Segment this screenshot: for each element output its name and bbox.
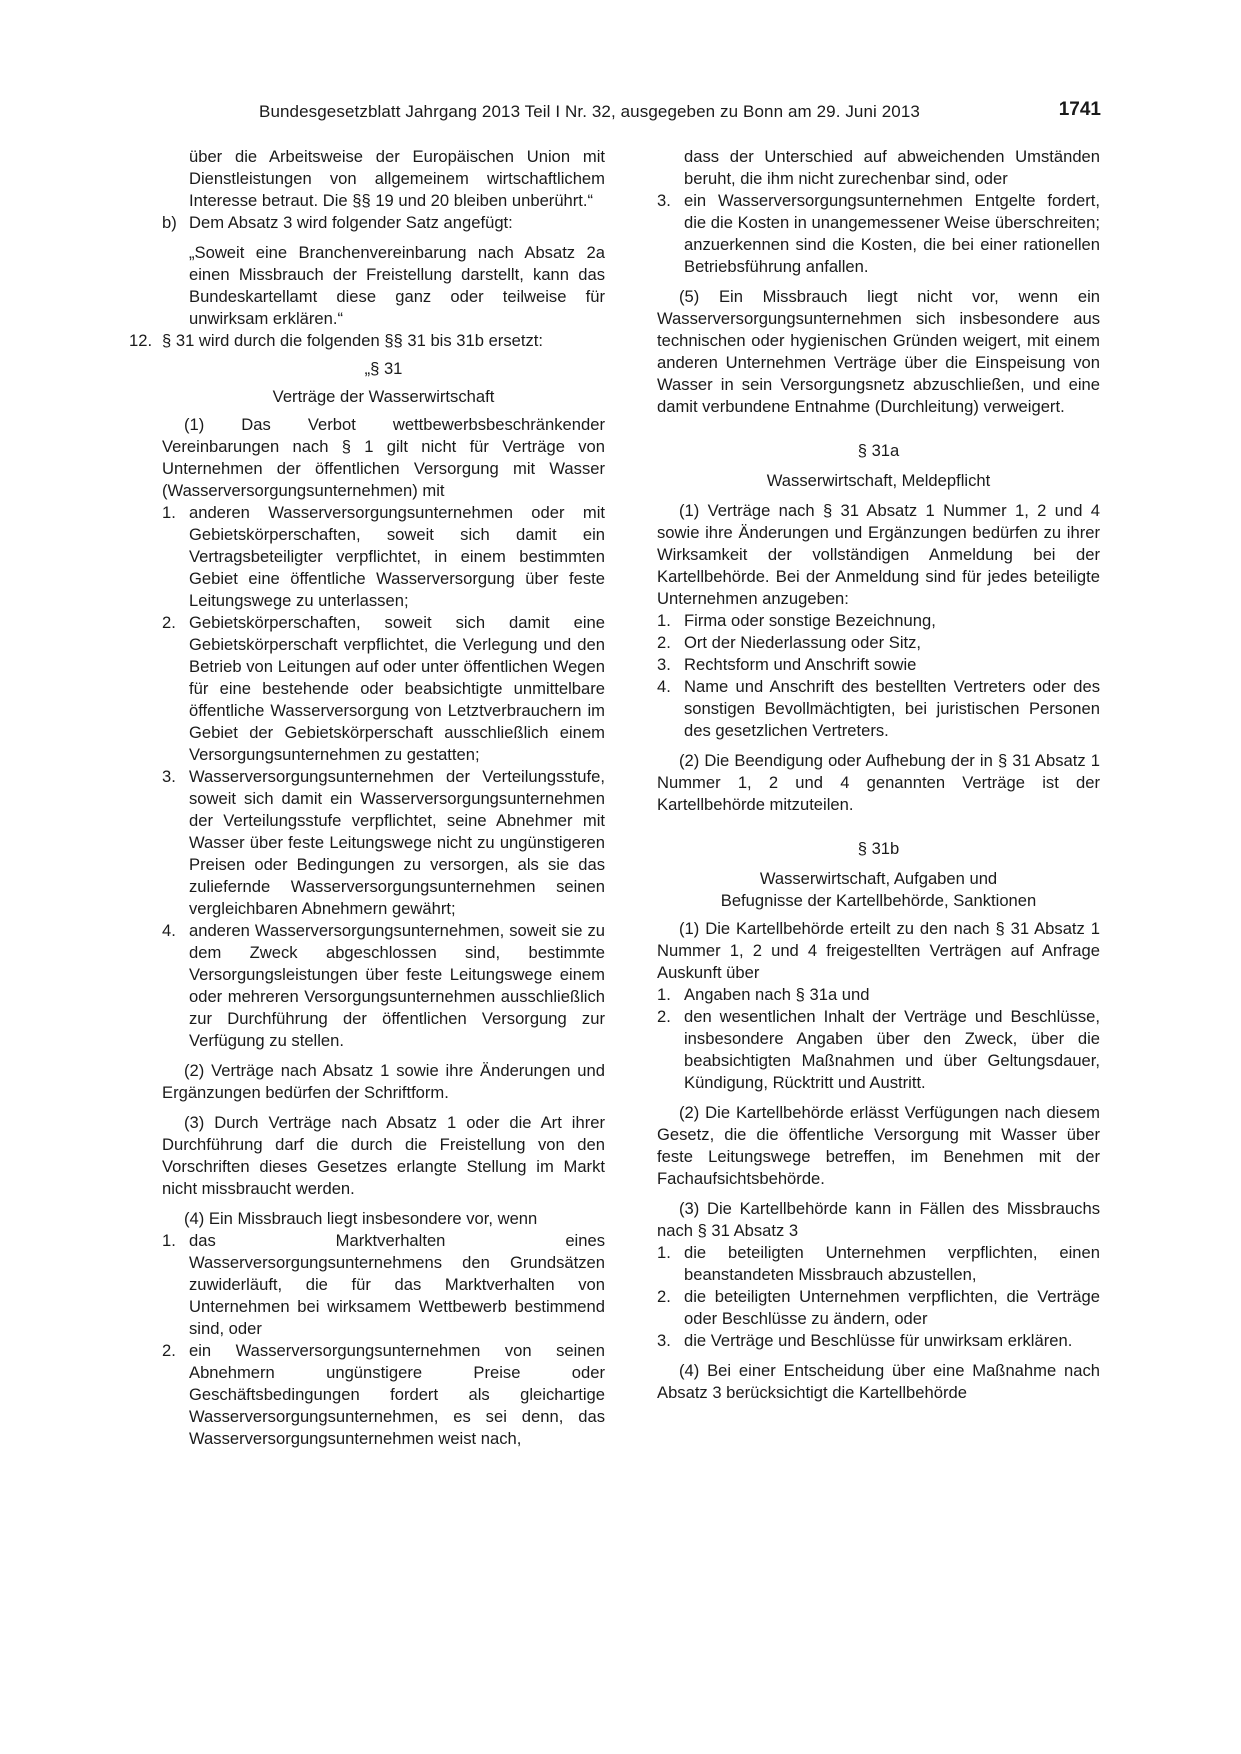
page-header [0, 100, 1241, 128]
gazette-title: Bundesgesetzblatt Jahrgang 2013 Teil I Nr. 32, ausgegeben zu Bonn am 29. Juni 2013 [259, 102, 920, 121]
paragraph-31b-abs3: (3) Die Kartellbehörde kann in Fällen des Missbrauchs nach § 31 Absatz 3 [657, 1199, 1100, 1240]
section-title-31b-line2: Befugnisse der Kartellbehörde, Sanktionen [720, 891, 1037, 910]
list-item [657, 1242, 1100, 1286]
item-text: die beteiligten Unternehmen verpflichten, die Verträge oder Beschlüsse zu ändern, oder [684, 1287, 1100, 1328]
item-number: 3. [657, 191, 671, 210]
paragraph-abs4: (4) Ein Missbrauch liegt insbesondere vor, wenn [184, 1209, 538, 1228]
list-item [657, 676, 1100, 742]
list-item [657, 984, 1100, 1006]
continuation-text: dass der Unterschied auf abweichenden Umständen beruht, die ihm nicht zurechenbar sind, oder [684, 147, 1100, 188]
list-item [657, 654, 1100, 676]
item-number: 2. [657, 1007, 671, 1026]
paragraph-abs5: (5) Ein Missbrauch liegt nicht vor, wenn ein Wasserversorgungsunternehmen sich insbesondere aus technischen oder hygienischen Gründen weigert, mit einem anderen Unternehmen Verträge über die Einspeisung von Wasser in sein Versorgungsnetz abzuschließen, und eine damit verbundene Entnahme (Durchleitung) verweigert. [657, 287, 1100, 416]
item-number: 1. [657, 1243, 671, 1262]
item-text: anderen Wasserversorgungsunternehmen, soweit sie zu dem Zweck abgeschlossen sind, bestimmte Versorgungsleistungen über feste Leitungswege einem oder mehreren Versorgungsunternehmen ausschließlich zur Durchführung der öffentlichen Versorgung zur Verfügung zu stellen. [189, 921, 605, 1050]
paragraph-abs1: (1) Das Verbot wettbewerbsbeschränkender Vereinbarungen nach § 1 gilt nicht für Verträge von Unternehmen der öffentlichen Versorgung mit Wasser (Wasserversorgungsunternehmen) mit [162, 415, 605, 500]
list-item [657, 1006, 1100, 1094]
list-item [162, 920, 605, 1052]
item-text: anderen Wasserversorgungsunternehmen oder mit Gebietskörperschaften, soweit sich damit ein Vertragsbeteiligter verpflichtet, in einem bestimmten Gebiet eine öffentliche Wasserversorgung über feste Leitungswege zu unterlassen; [189, 503, 605, 610]
item-number: 1. [162, 503, 176, 522]
quoted-sentence: „Soweit eine Branchenvereinbarung nach Absatz 2a einen Missbrauch der Freistellung darstellt, kann das Bundeskartellamt diese ganz oder teilweise für unwirksam erklären.“ [189, 243, 605, 328]
continuation-text: über die Arbeitsweise der Europäischen Union mit Dienstleistungen von allgemeinem wirtschaftlichem Interesse betraut. Die §§ 19 und 20 bleiben unberührt.“ [189, 147, 605, 210]
paragraph-31a-abs2: (2) Die Beendigung oder Aufhebung der in § 31 Absatz 1 Nummer 1, 2 und 4 genannten Verträge ist der Kartellbehörde mitzuteilen. [657, 751, 1100, 814]
list-item [162, 1230, 605, 1340]
paragraph-31b-abs1: (1) Die Kartellbehörde erteilt zu den nach § 31 Absatz 1 Nummer 1, 2 und 4 freigestellten Verträgen auf Anfrage Auskunft über [657, 919, 1100, 982]
item-text: Wasserversorgungsunternehmen der Verteilungsstufe, soweit sich damit ein Wasserversorgungsunternehmen der Verteilungsstufe verpflichtet, seine Abnehmer mit Wasser über feste Leitungswege nicht zu ungünstigeren Preisen oder Bedingungen zu versorgen, als sie das zuliefernde Wasserversorgungsunternehmen seinen vergleichbaren Abnehmern gewährt; [189, 767, 605, 918]
section-title-31a: Wasserwirtschaft, Meldepflicht [766, 471, 991, 490]
item-number: 2. [162, 1341, 176, 1360]
list-item [657, 610, 1100, 632]
list-item [162, 612, 605, 766]
item-text: Ort der Niederlassung oder Sitz, [684, 633, 922, 652]
list-item [162, 1340, 605, 1450]
item-text: ein Wasserversorgungsunternehmen von seinen Abnehmern ungünstigere Preise oder Geschäftsbedingungen fordert als gleichartige Wasserversorgungsunternehmen, es sei denn, das Wasserversorgungsunternehmen weist nach, [189, 1341, 605, 1448]
left-column [129, 146, 605, 1450]
section-heading-31: „§ 31 [364, 359, 403, 378]
item-text: Angaben nach § 31a und [684, 985, 870, 1004]
item-number: 4. [657, 677, 671, 696]
list-item [657, 632, 1100, 654]
paragraph-31b-abs2: (2) Die Kartellbehörde erlässt Verfügungen nach diesem Gesetz, die die öffentliche Versorgung mit Wasser über feste Leitungswege betreffen, im Benehmen mit der Fachaufsichtsbehörde. [657, 1103, 1100, 1188]
item-number: 1. [657, 611, 671, 630]
list-item [162, 502, 605, 612]
item-text: Gebietskörperschaften, soweit sich damit eine Gebietskörperschaft verpflichtet, die Verlegung und den Betrieb von Leitungen auf oder unter öffentlichen Wegen für eine bestehende oder beabsichtigte unmittelbare öffentliche Wasserversorgung von Letztverbrauchern im Gebiet der Gebietskörperschaft ausschließlich einem Versorgungsunternehmen zu gestatten; [189, 613, 605, 764]
list-item [657, 190, 1100, 278]
section-heading-31a: § 31a [857, 441, 900, 460]
paragraph-31b-abs4: (4) Bei einer Entscheidung über eine Maßnahme nach Absatz 3 berücksichtigt die Kartellbehörde [657, 1361, 1100, 1402]
list-item-12 [129, 330, 605, 352]
item-number: 4. [162, 921, 176, 940]
section-title-31: Verträge der Wasserwirtschaft [272, 387, 495, 406]
item-number: 2. [657, 1287, 671, 1306]
paragraph-abs2: (2) Verträge nach Absatz 1 sowie ihre Änderungen und Ergänzungen bedürfen der Schriftform. [162, 1061, 605, 1102]
item-text: Name und Anschrift des bestellten Vertreters oder des sonstigen Bevollmächtigten, bei juristischen Personen des gesetzlichen Vertreters. [684, 677, 1100, 740]
item-number: 1. [162, 1231, 176, 1250]
item-text: ein Wasserversorgungsunternehmen Entgelte fordert, die die Kosten in unangemessener Weise überschreiten; anzuerkennen sind die Kosten, die bei einer rationellen Betriebsführung anfallen. [684, 191, 1100, 276]
item-text: die Verträge und Beschlüsse für unwirksam erklären. [684, 1331, 1073, 1350]
list-item-b [162, 212, 605, 234]
list-item [162, 766, 605, 920]
item-number: b) [162, 213, 177, 232]
section-title-31b-line1: Wasserwirtschaft, Aufgaben und [759, 869, 998, 888]
item-text: den wesentlichen Inhalt der Verträge und Beschlüsse, insbesondere Angaben über den Zweck, über die beabsichtigten Maßnahmen und über Geltungsdauer, Kündigung, Rücktritt und Austritt. [684, 1007, 1100, 1092]
item-number: 2. [162, 613, 176, 632]
item-text: § 31 wird durch die folgenden §§ 31 bis 31b ersetzt: [162, 331, 543, 350]
item-number: 3. [162, 767, 176, 786]
item-text: Firma oder sonstige Bezeichnung, [684, 611, 936, 630]
section-heading-31b: § 31b [857, 839, 900, 858]
item-text: das Marktverhalten eines Wasserversorgungsunternehmens den Grundsätzen zuwiderläuft, die für das Marktverhalten von Unternehmen bei wirksamem Wettbewerb bestimmend sind, oder [189, 1231, 605, 1338]
item-number: 12. [129, 331, 153, 350]
page-number: 1741 [1058, 99, 1101, 120]
paragraph-31a-abs1: (1) Verträge nach § 31 Absatz 1 Nummer 1, 2 und 4 sowie ihre Änderungen und Ergänzungen bedürfen zu ihrer Wirksamkeit der vollständigen Anmeldung bei der Kartellbehörde. Bei der Anmeldung sind für jedes beteiligte Unternehmen anzugeben: [657, 501, 1100, 608]
item-text: Dem Absatz 3 wird folgender Satz angefügt: [189, 213, 513, 232]
item-number: 3. [657, 655, 671, 674]
right-column [657, 146, 1100, 1404]
paragraph-abs3: (3) Durch Verträge nach Absatz 1 oder die Art ihrer Durchführung darf die durch die Freistellung von den Vorschriften dieses Gesetzes erlangte Stellung im Markt nicht missbraucht werden. [162, 1113, 605, 1198]
item-number: 3. [657, 1331, 671, 1350]
item-text: die beteiligten Unternehmen verpflichten, einen beanstandeten Missbrauch abzustellen, [684, 1243, 1100, 1284]
list-item [657, 1330, 1100, 1352]
item-number: 2. [657, 633, 671, 652]
item-text: Rechtsform und Anschrift sowie [684, 655, 917, 674]
item-number: 1. [657, 985, 671, 1004]
list-item [657, 1286, 1100, 1330]
